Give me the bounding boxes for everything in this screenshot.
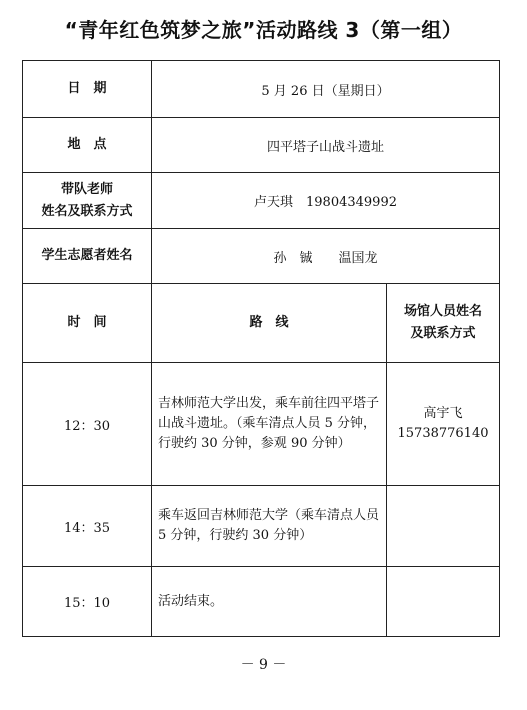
route-header: 路 线 [152,284,387,363]
schedule-route: 乘车返回吉林师范大学（乘车清点人员 5 分钟，行驶约 30 分钟） [152,486,387,567]
contact-header [387,284,500,363]
venue-contact [387,363,500,486]
date-value: 5 月 26 日（星期日） [152,61,500,118]
schedule-time: 14：35 [23,486,152,567]
schedule-row [23,486,500,567]
venue-contact [387,567,500,637]
teacher-row [23,173,500,229]
teacher-label [23,173,152,229]
volunteers-value [152,229,500,284]
location-value: 四平塔子山战斗遗址 [152,118,500,173]
schedule-time: 12：30 [23,363,152,486]
teacher-value: 卢天琪 19804349992 [152,173,500,229]
location-row [23,118,500,173]
volunteers-label: 学生志愿者姓名 [23,229,152,284]
volunteers-row [23,229,500,284]
venue-contact [387,486,500,567]
schedule-time: 15：10 [23,567,152,637]
schedule-header-row [23,284,500,363]
teacher-label-line2: 姓名及联系方式 [41,203,133,219]
schedule-table [22,60,500,637]
schedule-row [23,567,500,637]
date-row [23,61,500,118]
schedule-route: 活动结束。 [152,567,387,637]
contact-name: 高宇飞 [423,406,463,421]
page-number: － 9 － [240,657,287,673]
contact-header-line1: 场馆人员姓名 [403,304,482,319]
schedule-row [23,363,500,486]
schedule-route: 吉林师范大学出发，乘车前往四平塔子山战斗遗址。（乘车清点人员 5 分钟，行驶约 30 分钟，参观 90 分钟） [152,363,387,486]
date-label: 日 期 [23,61,152,118]
teacher-label-line1: 带队老师 [60,181,113,197]
volunteer-name: 温国龙 [338,250,378,266]
document-title: “青年红色筑梦之旅”活动路线 3（第一组） [64,18,463,42]
contact-header-line2: 及联系方式 [410,326,476,341]
time-header: 时 间 [23,284,152,363]
contact-phone: 15738776140 [397,426,489,441]
location-label: 地 点 [23,118,152,173]
volunteer-name: 孙 铖 [273,250,313,266]
